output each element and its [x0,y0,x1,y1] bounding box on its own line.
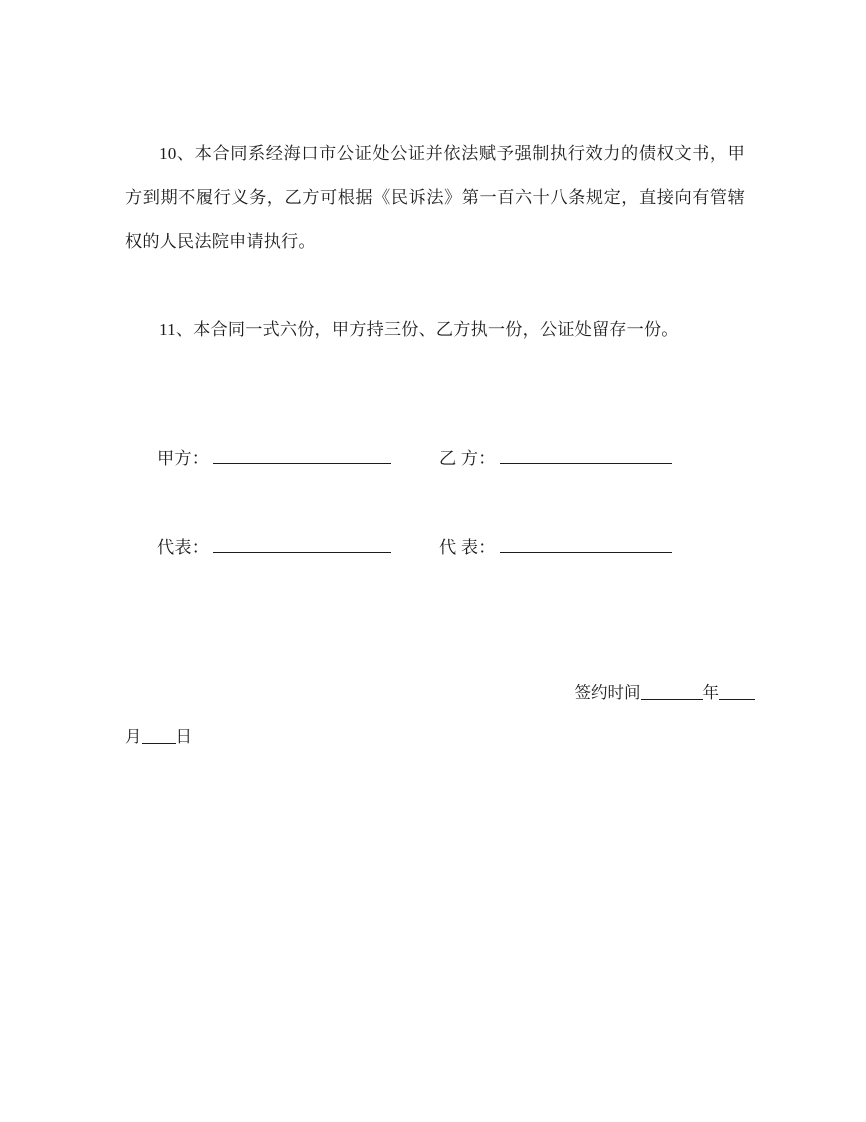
paragraph-spacer [125,264,745,308]
signature-line-party-b[interactable] [500,446,672,464]
signature-label-representative-b: 代 表： [439,538,496,557]
signing-date-month-blank[interactable] [719,684,755,700]
signing-date-day-blank[interactable] [142,728,176,744]
signing-date-month-unit: 月 [125,728,142,746]
signing-date-block [125,672,755,758]
document-body [125,132,745,352]
signature-block [0,444,866,577]
signature-label-representative-a: 代表： [157,538,210,557]
signing-date-year-blank[interactable] [641,684,703,700]
signature-row-party [0,444,866,488]
signature-field-party-a[interactable] [157,444,391,474]
signing-date-line-2 [125,716,755,758]
signature-field-party-b[interactable] [439,444,672,474]
signing-date-day-unit: 日 [175,728,192,746]
signing-date-prefix: 签约时间 [574,684,641,702]
signing-date-year-unit: 年 [702,684,719,702]
signature-label-party-a: 甲方： [157,449,210,468]
signature-line-representative-b[interactable] [500,535,672,553]
paragraph-clause-11: 11、本合同一式六份，甲方持三份、乙方执一份，公证处留存一份。 [159,320,679,339]
signing-date-line-1 [125,672,755,714]
paragraph-clause-10: 10、本合同系经海口市公证处公证并依法赋予强制执行效力的债权文书，甲方到期不履行义务，乙方可根据《民诉法》第一百六十八条规定，直接向有管辖权的人民法院申请执行。 [125,144,745,251]
signature-row-representative [0,533,866,577]
signature-line-representative-a[interactable] [213,535,391,553]
signature-line-party-a[interactable] [213,446,391,464]
signature-label-party-b: 乙 方： [439,449,496,468]
signature-field-representative-b[interactable] [439,533,672,563]
signature-field-representative-a[interactable] [157,533,391,563]
